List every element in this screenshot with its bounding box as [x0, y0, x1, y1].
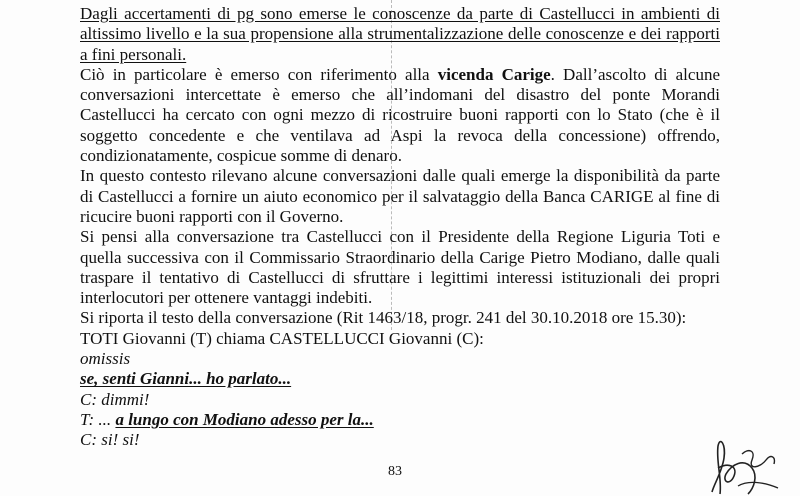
- transcript-line-toti-2: [80, 410, 720, 430]
- handwritten-signature: [708, 438, 788, 496]
- transcript-line-toti-1: se, senti Gianni... ho parlato...: [80, 369, 292, 389]
- transcript-speaker-prefix: T: ...: [80, 409, 116, 429]
- transcript-omissis: omissis: [80, 349, 131, 369]
- paragraph-accertamenti: Dagli accertamenti di pg sono emerse le conoscenze da parte di Castellucci in ambienti di altissimo livello e la sua propensione alla strumentalizzazione delle conoscenze e dei rapporti a fini personali.: [80, 4, 720, 64]
- transcript-line-toti-2-text: a lungo con Modiano adesso per la...: [115, 409, 374, 429]
- paragraph-conversazione-toti: Si pensi alla conversazione tra Castellucci con il Presidente della Regione Liguria Toti e quella successiva con il Commissario Straordinario della Carige Pietro Modiano, dalle quali traspare il tentativo di Castellucci di sfruttare i legittimi interessi istituzionali dei propri interlocutori per ottenere vantaggi indebiti.: [80, 227, 720, 308]
- transcript-speakers: TOTI Giovanni (T) chiama CASTELLUCCI Giovanni (C):: [80, 328, 484, 348]
- page-number: 83: [388, 464, 402, 479]
- paragraph-vicenda-carige-text: . Dall’ascolto di alcune conversazioni intercettate è emerso che all’indomani del disastro del ponte Morandi Castellucci ha cercato con ogni mezzo di ricostruire buoni rapporti con lo Stato (che è il soggetto concedente e che ventilava ad Aspi la revoca della concessione) offrendo, condizionatamente, cospicue somme di denaro.: [80, 64, 720, 166]
- paragraph-vicenda-carige: [80, 65, 720, 166]
- document-body: [80, 4, 720, 451]
- transcript-line-castellucci-2: C: si! si!: [80, 430, 140, 450]
- transcript-line-castellucci-1: C: dimmi!: [80, 389, 150, 409]
- vicenda-carige-highlight: vicenda Carige: [437, 64, 551, 84]
- transcript-intro: Si riporta il testo della conversazione (Rit 1463/18, progr. 241 del 30.10.2018 ore 15.30):: [80, 308, 687, 328]
- paragraph-contesto: In questo contesto rilevano alcune conversazioni dalle quali emerge la disponibilità da parte di Castellucci a fornire un aiuto economico per il salvataggio della Banca CARIGE al fine di ricucire buoni rapporti con il Governo.: [80, 166, 720, 226]
- paragraph-vicenda-carige-intro: Ciò in particolare è emerso con riferimento alla: [80, 64, 438, 84]
